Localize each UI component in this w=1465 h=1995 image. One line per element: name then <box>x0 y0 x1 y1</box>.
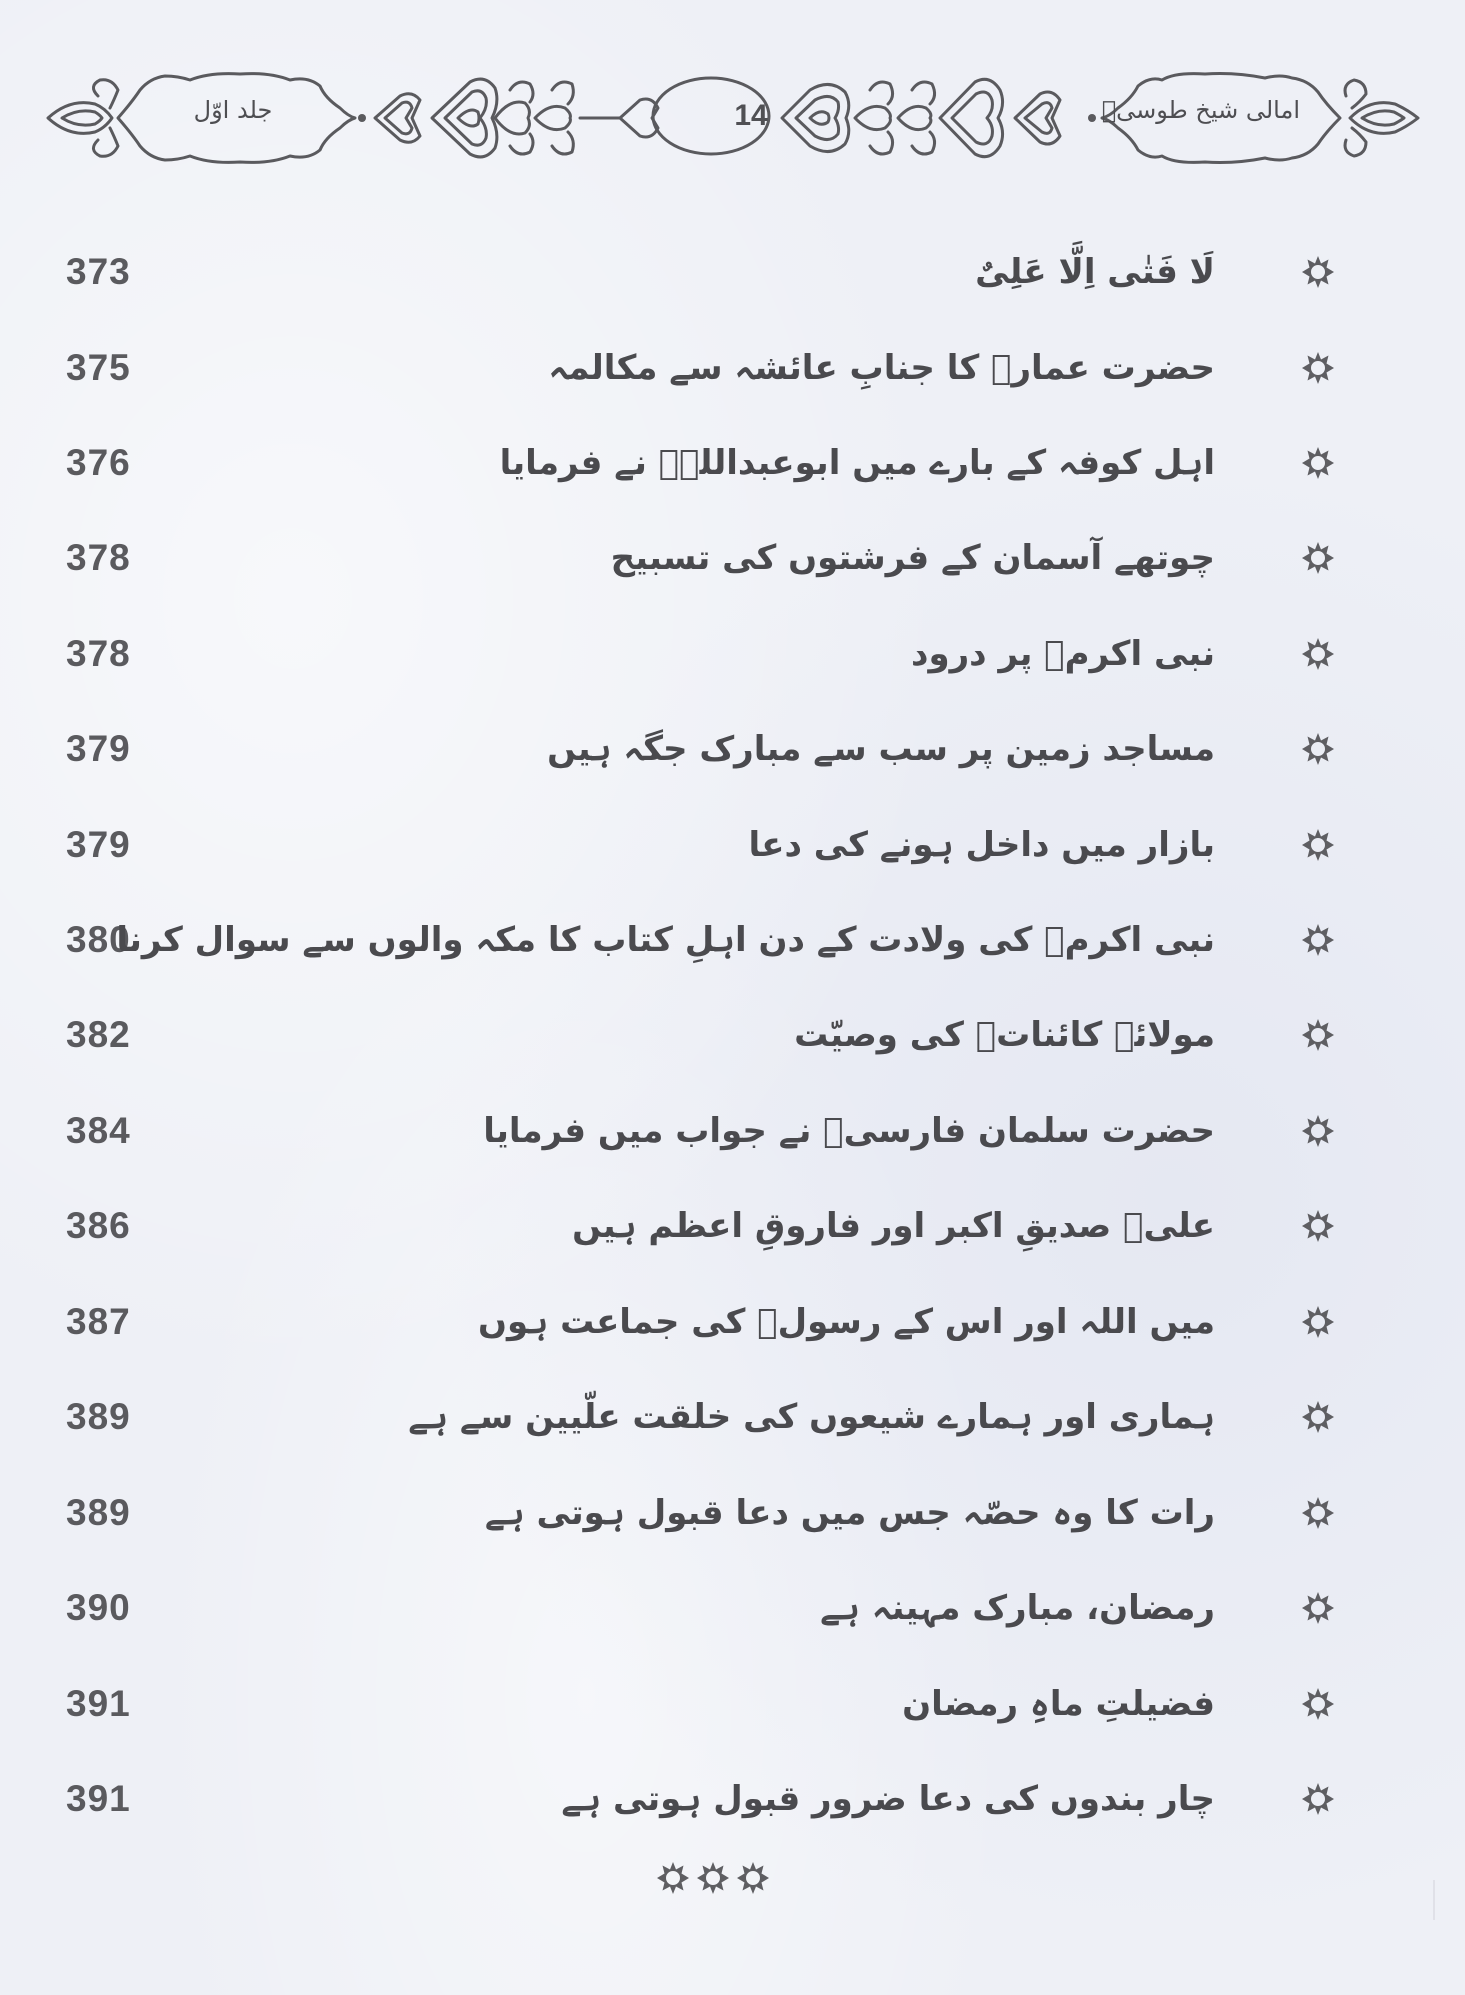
toc-page-number: 378 <box>66 633 131 674</box>
eight-point-star-icon <box>1300 1686 1336 1722</box>
toc-page-number: 376 <box>66 442 131 483</box>
toc-entry-title: مولائے کائناتؑ کی وصیّت <box>794 1015 1215 1055</box>
toc-page-number: 391 <box>66 1778 131 1819</box>
scan-artifact <box>1433 1880 1435 1920</box>
toc-page-number: 382 <box>66 1014 131 1055</box>
section-end-mark <box>655 1860 775 1896</box>
toc-entry-title: چار بندوں کی دعا ضرور قبول ہوتی ہے <box>561 1779 1215 1819</box>
toc-page-number: 384 <box>66 1110 131 1151</box>
eight-point-star-icon <box>1300 922 1336 958</box>
toc-page-number: 379 <box>66 824 131 865</box>
star-icon <box>655 1860 691 1896</box>
toc-entry <box>0 1387 1465 1447</box>
toc-entry-title: نبی اکرمؐ کی ولادت کے دن اہلِ کتاب کا مکہ والوں سے سوال کرنا <box>116 920 1215 960</box>
volume-label: جلد اوّل <box>193 96 273 124</box>
toc-entry-title: رمضان، مبارک مہینہ ہے <box>820 1588 1215 1628</box>
eight-point-star-icon <box>1300 1208 1336 1244</box>
star-icon <box>735 1860 771 1896</box>
eight-point-star-icon <box>1300 445 1336 481</box>
eight-point-star-icon <box>1300 1590 1336 1626</box>
eight-point-star-icon <box>1300 827 1336 863</box>
toc-entry-title: میں اللہ اور اس کے رسولؐ کی جماعت ہوں <box>477 1302 1215 1342</box>
toc-entry <box>0 624 1465 684</box>
toc-entry <box>0 1196 1465 1256</box>
star-icon <box>695 1860 731 1896</box>
toc-page-number: 373 <box>66 251 131 292</box>
toc-entry-title: اہل کوفہ کے بارے میں ابوعبداللہؑ نے فرمایا <box>499 443 1215 483</box>
toc-entry-title: علیؑ صدیقِ اکبر اور فاروقِ اعظم ہیں <box>572 1206 1215 1246</box>
toc-entry <box>0 1483 1465 1543</box>
toc-entry <box>0 719 1465 779</box>
toc-page-number: 386 <box>66 1205 131 1246</box>
toc-page-number: 375 <box>66 347 131 388</box>
toc-entry <box>0 1005 1465 1065</box>
eight-point-star-icon <box>1300 1304 1336 1340</box>
eight-point-star-icon <box>1300 636 1336 672</box>
toc-page-number: 389 <box>66 1396 131 1437</box>
toc-entry-title: چوتھے آسمان کے فرشتوں کی تسبیح <box>610 538 1215 578</box>
toc-entry <box>0 910 1465 970</box>
toc-entry-title: نبی اکرمؐ پر درود <box>911 634 1215 674</box>
toc-page-number: 391 <box>66 1683 131 1724</box>
toc-page-number: 380 <box>66 919 131 960</box>
toc-entry <box>0 1101 1465 1161</box>
toc-entry-title: ہماری اور ہمارے شیعوں کی خلقت علّیین سے ہے <box>408 1397 1215 1437</box>
toc-entry-title: بازار میں داخل ہونے کی دعا <box>748 825 1215 865</box>
toc-page-number: 387 <box>66 1301 131 1342</box>
eight-point-star-icon <box>1300 1113 1336 1149</box>
toc-entry <box>0 528 1465 588</box>
page-number: 14 <box>734 99 768 132</box>
eight-point-star-icon <box>1300 350 1336 386</box>
toc-entry <box>0 815 1465 875</box>
eight-point-star-icon <box>1300 254 1336 290</box>
toc-entry-title: حضرت عمارؓ کا جنابِ عائشہ سے مکالمہ <box>548 348 1215 388</box>
toc-entry <box>0 242 1465 302</box>
toc-entry <box>0 1578 1465 1638</box>
toc-page-number: 390 <box>66 1587 131 1628</box>
toc-entry-title: حضرت سلمان فارسیؓ نے جواب میں فرمایا <box>483 1111 1215 1151</box>
toc-entry <box>0 1674 1465 1734</box>
toc-entry-title: رات کا وہ حصّہ جس میں دعا قبول ہوتی ہے <box>484 1493 1215 1533</box>
book-title: امالی شیخ طوسیؒ <box>1101 96 1300 124</box>
toc-entry <box>0 1769 1465 1829</box>
toc-page-number: 389 <box>66 1492 131 1533</box>
eight-point-star-icon <box>1300 1495 1336 1531</box>
eight-point-star-icon <box>1300 1781 1336 1817</box>
toc-entry-title: فضیلتِ ماہِ رمضان <box>902 1684 1215 1724</box>
eight-point-star-icon <box>1300 1017 1336 1053</box>
eight-point-star-icon <box>1300 540 1336 576</box>
toc-page-number: 379 <box>66 728 131 769</box>
toc-page-number: 378 <box>66 537 131 578</box>
toc-entry <box>0 1292 1465 1352</box>
eight-point-star-icon <box>1300 1399 1336 1435</box>
eight-point-star-icon <box>1300 731 1336 767</box>
toc-entry-title: لَا فَتٰی اِلَّا عَلِیٌ <box>975 252 1215 292</box>
toc-entry <box>0 338 1465 398</box>
toc-entry <box>0 433 1465 493</box>
toc-entry-title: مساجد زمین پر سب سے مبارک جگہ ہیں <box>547 729 1215 769</box>
